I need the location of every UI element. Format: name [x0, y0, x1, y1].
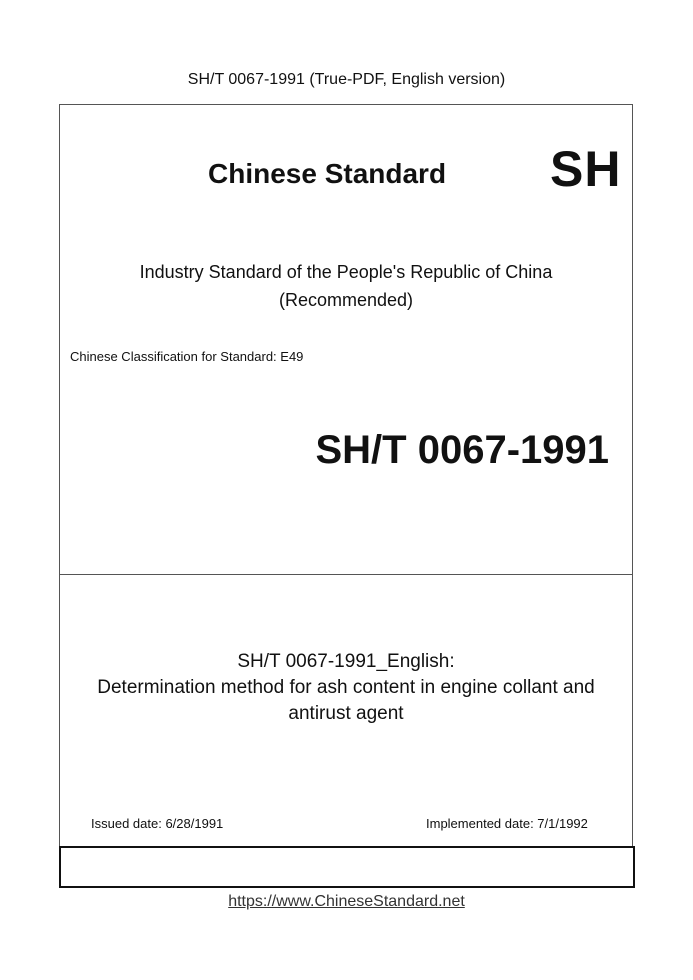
description-line-3: antirust agent	[288, 703, 404, 724]
cover-bottom-frame	[59, 846, 635, 888]
cover-title: Chinese Standard	[208, 158, 447, 189]
document-header: SH/T 0067-1991 (True-PDF, English version)	[187, 71, 506, 88]
standard-description	[59, 649, 633, 727]
industry-standard-heading	[59, 258, 633, 314]
description-line-1: SH/T 0067-1991_English:	[237, 651, 455, 672]
industry-line-2: (Recommended)	[278, 290, 414, 310]
industry-line-1: Industry Standard of the People's Republic of China	[139, 262, 553, 282]
website-link[interactable]: https://www.ChineseStandard.net	[228, 893, 465, 910]
classification-label: Chinese Classification for Standard: E49	[70, 349, 304, 364]
issued-date: Issued date: 6/28/1991	[91, 816, 224, 831]
sh-logo-mark: SH	[550, 141, 622, 197]
implemented-date: Implemented date: 7/1/1992	[426, 816, 588, 831]
description-line-2: Determination method for ash content in engine collant and	[97, 677, 595, 698]
standard-number: SH/T 0067-1991	[315, 428, 609, 472]
